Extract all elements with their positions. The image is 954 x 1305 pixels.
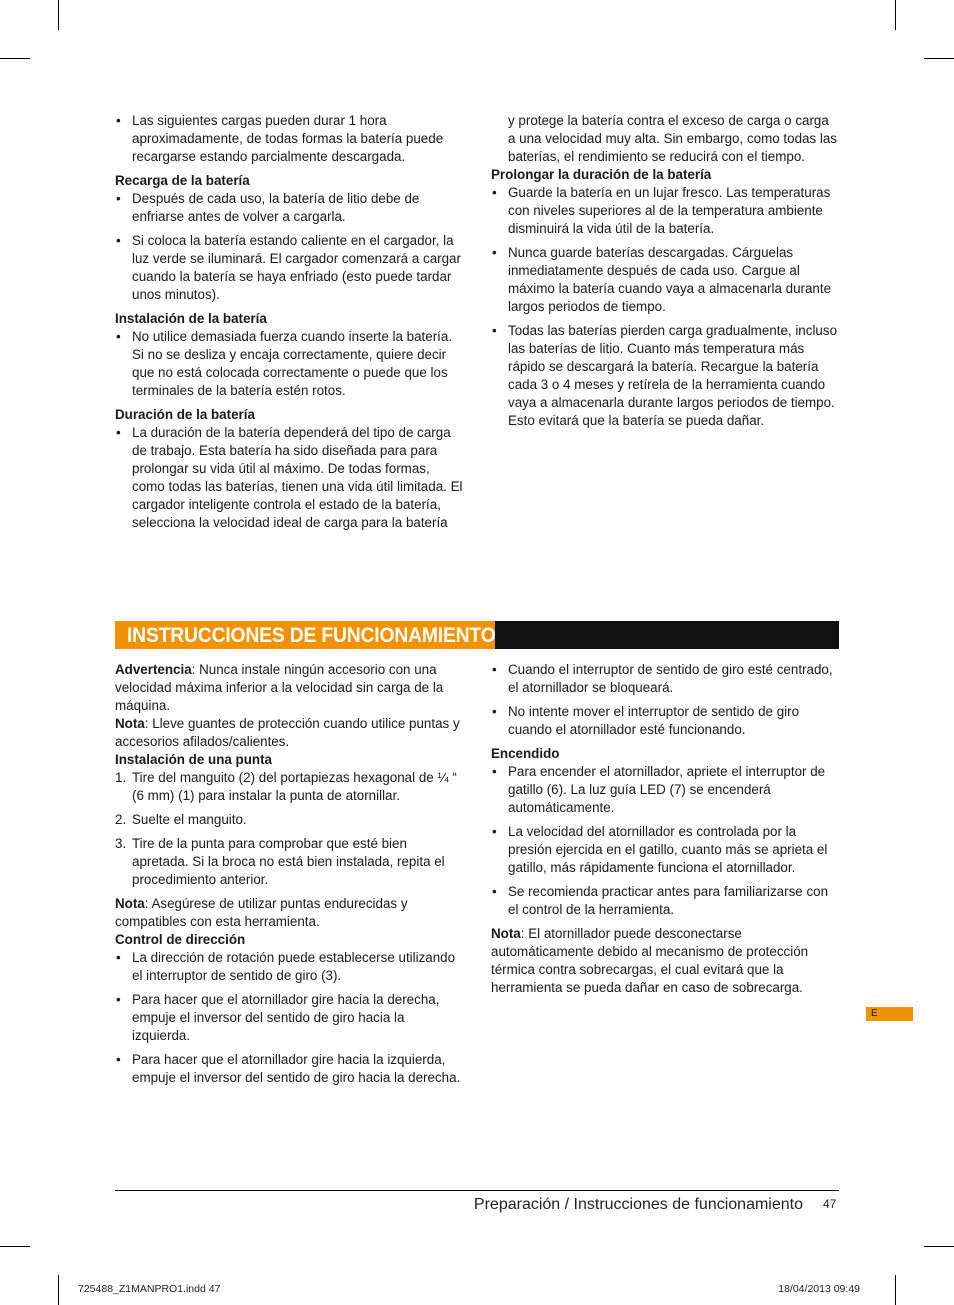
slug-date: 18/04/2013 09:49 [778, 1283, 860, 1295]
crop-mark [924, 58, 954, 59]
crop-mark [924, 1246, 954, 1247]
step-item [115, 835, 463, 889]
step-text: Tire del manguito (2) del portapiezas hexagonal de ¼ “ (6 mm) (1) para instalar la punta de atornillar. [132, 770, 457, 803]
note-text: : Asegúrese de utilizar puntas endurecidas y compatibles con esta herramienta. [115, 896, 408, 929]
crop-mark [895, 1275, 896, 1305]
continuation-text: y protege la batería contra el exceso de carga o carga a una velocidad muy alta. Sin embargo, como todas las baterías, el rendimiento se reducirá con el tiempo. [508, 113, 837, 164]
crop-mark [58, 1275, 59, 1305]
step-text: Suelte el manguito. [132, 812, 247, 827]
section-heading-encendido: Encendido [491, 746, 560, 761]
warning-label: Advertencia [115, 662, 192, 677]
crop-mark [58, 0, 59, 30]
list-item: • La dirección de rotación puede establecerse utilizando el interruptor de sentido de giro (3). [115, 949, 463, 985]
step-number: 1. [115, 770, 127, 785]
note-paragraph [491, 925, 839, 997]
punta-steps [115, 769, 463, 889]
prolongar-list [491, 184, 839, 430]
section-heading-punta: Instalación de una punta [115, 752, 272, 767]
list-item: • Cuando el interruptor de sentido de giro esté centrado, el atornillador se bloqueará. [491, 661, 839, 697]
list-item: • Guarde la batería en un lujar fresco. Las temperaturas con niveles superiores al de la temperatura ambiente disminuirá la vida útil de la batería. [491, 184, 839, 238]
duracion-list [115, 424, 463, 532]
warning-paragraph [115, 661, 463, 715]
left-bottom-column [115, 661, 463, 1093]
warning-text: : Nunca instale ningún accesorio con una velocidad máxima inferior a la velocidad sin carga de la máquina. [115, 662, 444, 713]
section-banner [115, 621, 839, 649]
list-item: • Para hacer que el atornillador gire hacia la derecha, empuje el inversor del sentido de giro hacia la izquierda. [115, 991, 463, 1045]
section-heading-instalacion: Instalación de la batería [115, 311, 267, 326]
intro-list [115, 112, 463, 166]
banner-title: INSTRUCCIONES DE FUNCIONAMIENTO [127, 624, 496, 647]
footer-title: Preparación / Instrucciones de funcionamiento [473, 1196, 803, 1213]
step-item [115, 769, 463, 805]
footer-rule [115, 1190, 839, 1191]
right-top-column [491, 112, 839, 436]
language-tab: E [866, 1007, 913, 1021]
list-item: • Si coloca la batería estando caliente en el cargador, la luz verde se iluminará. El cargador comenzará a cargar cuando la batería se haya enfriado (esto puede tardar unos minutos). [115, 232, 463, 304]
encendido-list [491, 763, 839, 919]
recarga-list [115, 190, 463, 304]
step-number: 2. [115, 812, 127, 827]
page-number: 47 [823, 1197, 837, 1211]
section-heading-duracion: Duración de la batería [115, 407, 255, 422]
list-item: • Para hacer que el atornillador gire hacia la izquierda, empuje el inversor del sentido de giro hacia la derecha. [115, 1051, 463, 1087]
note-text: : El atornillador puede desconectarse automáticamente debido al mecanismo de protección térmica contra sobrecargas, el cual evitará que la herramienta se pueda dañar en caso de sobrecarga. [491, 926, 809, 995]
list-item: • Para encender el atornillador, apriete el interruptor de gatillo (6). La luz guía LED (7) se encenderá automáticamente. [491, 763, 839, 817]
note-paragraph [115, 895, 463, 931]
direccion-cont-list [491, 661, 839, 739]
list-item: • La velocidad del atornillador es controlada por la presión ejercida en el gatillo, cuanto más se aprieta el gatillo, más rápidamente funciona el atornillador. [491, 823, 839, 877]
left-top-column [115, 112, 463, 538]
list-item: • La duración de la batería dependerá del tipo de carga de trabajo. Esta batería ha sido diseñada para para prolongar su vida útil al máximo. De todas formas, como todas las baterías, tienen una vida útil limitada. El cargador inteligente controla el estado de la batería, selecciona la velocidad ideal de carga para la batería [115, 424, 463, 532]
list-item: • Nunca guarde baterías descargadas. Cárguelas inmediatamente después de cada uso. Cargue al máximo la batería cuando vaya a almacenarla durante largos periodos de tiempo. [491, 244, 839, 316]
list-item: • No utilice demasiada fuerza cuando inserte la batería. Si no se desliza y encaja correctamente, quiere decir que no está colocada correctamente o puede que los terminales de la batería estén rotos. [115, 328, 463, 400]
section-heading-recarga: Recarga de la batería [115, 173, 250, 188]
note-paragraph [115, 715, 463, 751]
instalacion-list [115, 328, 463, 400]
crop-mark [0, 58, 30, 59]
slug-file: 725488_Z1MANPRO1.indd 47 [78, 1283, 221, 1295]
crop-mark [895, 0, 896, 30]
step-number: 3. [115, 836, 127, 851]
list-item: • Todas las baterías pierden carga gradualmente, incluso las baterías de litio. Cuanto más temperatura más rápido se descargará la batería. Recargue la batería cada 3 o 4 meses y retírela de la herramienta cuando vaya a almacenarla durante largos periodos de tiempo. Esto evitará que la batería se pueda dañar. [491, 322, 839, 430]
list-item: • Se recomienda practicar antes para familiarizarse con el control de la herramienta. [491, 883, 839, 919]
right-bottom-column [491, 661, 839, 997]
note-label: Nota [491, 926, 521, 941]
crop-mark [0, 1246, 30, 1247]
note-label: Nota [115, 896, 145, 911]
list-item: • Las siguientes cargas pueden durar 1 hora aproximadamente, de todas formas la batería puede recargarse estando parcialmente descargada. [115, 112, 463, 166]
list-item: • No intente mover el interruptor de sentido de giro cuando el atornillador esté funcionando. [491, 703, 839, 739]
note-label: Nota [115, 716, 145, 731]
step-text: Tire de la punta para comprobar que esté bien apretada. Si la broca no está bien instalada, repita el procedimiento anterior. [132, 836, 445, 887]
section-heading-prolongar: Prolongar la duración de la batería [491, 167, 712, 182]
step-item [115, 811, 463, 829]
list-item: • Después de cada uso, la batería de litio debe de enfriarse antes de volver a cargarla. [115, 190, 463, 226]
direccion-list [115, 949, 463, 1087]
section-heading-direccion: Control de dirección [115, 932, 246, 947]
note-text: : Lleve guantes de protección cuando utilice puntas y accesorios afilados/calientes. [115, 716, 460, 749]
